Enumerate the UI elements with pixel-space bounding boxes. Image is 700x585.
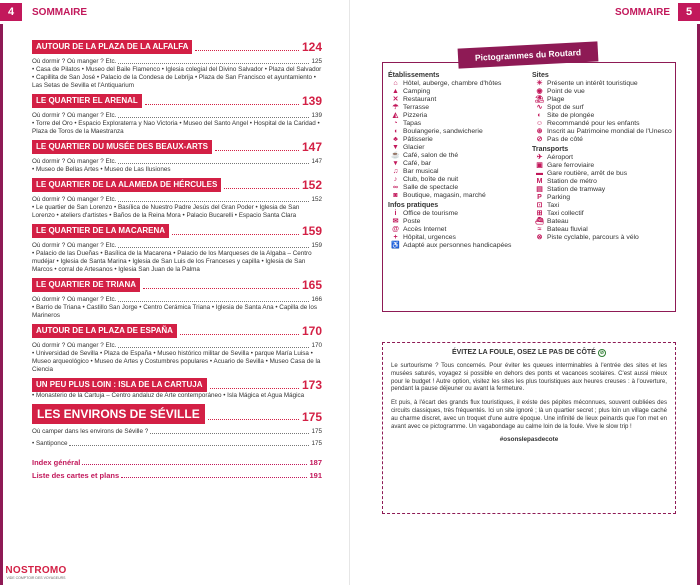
toc-section-page: 147 bbox=[301, 140, 322, 154]
pictogram-row bbox=[532, 80, 676, 88]
toc-entry-page: 159 bbox=[311, 242, 322, 249]
pictogram-label: Tapas bbox=[403, 120, 422, 127]
pictogram-label: Café, bar bbox=[403, 160, 431, 167]
off-beaten-icon: ⊘ bbox=[599, 350, 605, 356]
train-icon: ▣ bbox=[536, 162, 543, 169]
pictogram-label: Bar musical bbox=[403, 168, 439, 175]
pictogram-columns bbox=[388, 70, 676, 250]
toc-section bbox=[32, 94, 322, 136]
music-bar-icon: ♫ bbox=[392, 168, 399, 175]
toc-section bbox=[32, 40, 322, 90]
left-page-header bbox=[0, 0, 346, 24]
hotel-icon: ⌂ bbox=[393, 80, 398, 87]
leader-dots bbox=[118, 201, 309, 202]
taxi-icon: ⊡ bbox=[536, 202, 543, 209]
toc-section-header[interactable] bbox=[32, 224, 322, 238]
leader-dots bbox=[180, 334, 299, 335]
shop-icon: ◙ bbox=[393, 192, 398, 199]
pictogram-label: Station de métro bbox=[547, 178, 597, 185]
toc-entry-page: 147 bbox=[311, 158, 322, 165]
toc-entry[interactable] bbox=[32, 112, 322, 120]
pictogram-row bbox=[388, 184, 532, 192]
pictogram-row bbox=[388, 226, 532, 234]
pictogram-row bbox=[532, 170, 676, 178]
toc-section-sites: • Torre del Oro • Espacio Exploraterra y Nao Victoria • Museo del Santo Angel • Hospital de la Caridad • Plaza de Toros de la Maestranza bbox=[32, 120, 320, 135]
pictogram-row bbox=[532, 194, 676, 202]
info-icon: i bbox=[394, 210, 397, 217]
toc-entry-text: Où dormir ? Où manger ? Etc. bbox=[32, 112, 117, 119]
toc-entry[interactable] bbox=[32, 158, 322, 166]
toc-section-page: 124 bbox=[301, 40, 322, 54]
pictogram-label: Accès Internet bbox=[403, 226, 447, 233]
toc-entry[interactable] bbox=[32, 242, 322, 250]
left-page-number: 4 bbox=[0, 3, 22, 21]
pictogram-label: Présente un intérêt touristique bbox=[547, 80, 638, 87]
shared-taxi-icon: ⊞ bbox=[536, 210, 543, 217]
pictogram-row bbox=[388, 160, 532, 168]
pictogram-row bbox=[388, 96, 532, 104]
leader-dots bbox=[118, 117, 309, 118]
pictogram-label: Taxi bbox=[547, 202, 560, 209]
toc-section-title: AUTOUR DE LA PLAZA DE LA ALFALFA bbox=[32, 40, 192, 54]
pictogram-label: Club, boîte de nuit bbox=[403, 176, 459, 183]
hospital-icon: + bbox=[393, 234, 398, 241]
pictogram-row bbox=[388, 218, 532, 226]
toc-section-title: LE QUARTIER DE LA ALAMEDA DE HÉRCULES bbox=[32, 178, 221, 192]
toc-entry[interactable] bbox=[32, 440, 322, 448]
toc-section-title: LE QUARTIER DU MUSÉE DES BEAUX-ARTS bbox=[32, 140, 212, 154]
pictogram-label: Pâtisserie bbox=[403, 136, 433, 143]
index-entry-text: Liste des cartes et plans bbox=[32, 471, 120, 480]
leader-dots bbox=[172, 234, 299, 235]
pictogram-row bbox=[388, 112, 532, 120]
toc-section-page: 170 bbox=[301, 324, 322, 338]
pictogram-category: Sites bbox=[532, 72, 549, 79]
toc-section-sites: • Palacio de las Dueñas • Basílica de la Macarena • Palacio de los Marqueses de la Algaba – Centro mudéjar • Iglesia de Santa Marina • Iglesia de San Luis de los Franceses y capilla • Iglesia de San Marcos • corral de Artesanos • Iglesia San Juan de la Palma bbox=[32, 250, 312, 273]
pictogram-row bbox=[532, 218, 676, 226]
leader-dots bbox=[69, 445, 309, 446]
environs-page: 175 bbox=[301, 410, 322, 424]
leader-dots bbox=[145, 104, 299, 105]
toc-section-sites: • Monasterio de la Cartuja – Centro andaluz de Arte contemporáneo • Isla Mágica et Agua Mágica bbox=[32, 392, 305, 399]
pictogram-row bbox=[388, 192, 532, 200]
pictogram-row bbox=[388, 152, 532, 160]
leader-dots bbox=[118, 247, 309, 248]
index-entry[interactable] bbox=[32, 458, 322, 467]
restaurant-icon: ✕ bbox=[392, 96, 399, 103]
toc-section-header[interactable] bbox=[32, 324, 322, 338]
bike-icon: ⊗ bbox=[536, 234, 543, 241]
toc-entry[interactable] bbox=[32, 58, 322, 66]
leader-dots bbox=[208, 419, 299, 420]
toc-section-header[interactable] bbox=[32, 140, 322, 154]
toc-section bbox=[32, 278, 322, 320]
pictogram-row bbox=[532, 104, 676, 112]
toc-entry-text: Où dormir ? Où manger ? Etc. bbox=[32, 242, 117, 249]
toc-entry-page: 139 bbox=[311, 112, 322, 119]
pictogram-label: Recommandé pour les enfants bbox=[547, 120, 640, 127]
toc-section bbox=[32, 324, 322, 374]
pictogram-row bbox=[388, 234, 532, 242]
pictogram-row bbox=[532, 178, 676, 186]
pictogram-label: Terrasse bbox=[403, 104, 430, 111]
pictogram-column-2 bbox=[532, 70, 676, 250]
post-icon: ✉ bbox=[392, 218, 399, 225]
pictogram-label: Glacier bbox=[403, 144, 425, 151]
pictogram-label: Parking bbox=[547, 194, 571, 201]
table-of-contents bbox=[32, 40, 322, 480]
viewpoint-icon: ◉ bbox=[536, 88, 543, 95]
index-entry-text: Index général bbox=[32, 458, 81, 467]
pictogram-label: Spot de surf bbox=[547, 104, 584, 111]
toc-section-page: 139 bbox=[301, 94, 322, 108]
pictogram-label: Bateau bbox=[547, 218, 569, 225]
left-page-title: SOMMAIRE bbox=[32, 6, 87, 18]
leader-dots bbox=[143, 288, 299, 289]
beach-icon: ⛱ bbox=[535, 96, 544, 103]
pictogram-row bbox=[532, 136, 676, 144]
toc-section-sites: • Barrio de Triana • Castillo San Jorge • Centro Cerámica Triana • Iglesia de Santa Ana • Capilla de los Marineros bbox=[32, 304, 318, 319]
right-page-title: SOMMAIRE bbox=[615, 6, 670, 18]
pictogram-label: Hôpital, urgences bbox=[403, 234, 456, 241]
toc-section-title: AUTOUR DE LA PLAZA DE ESPAÑA bbox=[32, 324, 177, 338]
pictogram-row bbox=[388, 210, 532, 218]
pictogram-label: Adapté aux personnes handicapées bbox=[403, 242, 512, 249]
toc-entry[interactable] bbox=[32, 342, 322, 350]
toc-entry-page: 152 bbox=[311, 196, 322, 203]
pictogram-label: Office de tourisme bbox=[403, 210, 459, 217]
pictogram-label: Bateau fluvial bbox=[547, 226, 588, 233]
unesco-icon: ⊛ bbox=[536, 128, 543, 135]
toc-entry-text: Où dormir ? Où manger ? Etc. bbox=[32, 342, 117, 349]
toc-section-header[interactable] bbox=[32, 94, 322, 108]
leader-dots bbox=[121, 477, 307, 478]
index-entry-page: 187 bbox=[309, 458, 322, 467]
toc-entry-text: Où dormir ? Où manger ? Etc. bbox=[32, 58, 117, 65]
pictogram-label: Taxi collectif bbox=[547, 210, 584, 217]
tip-paragraph-2: Et puis, à l'écart des grands flux touristiques, il existe des pépites méconnues, souvent oubliées des circuits classiques, très fréquentés. Ici un site ignoré ; là un quartier secret ; plus loin un village caché au charme discret, avec un troquet d'une autre époque. Une infinité de lieux peinards que l'on met en avant avec ce pictogramme. Un vagabondage au calme loin de la foule. Vive le slow trip ! bbox=[391, 399, 667, 430]
pictogram-label: Boulangerie, sandwicherie bbox=[403, 128, 483, 135]
page-gutter bbox=[349, 0, 350, 585]
leader-dots bbox=[118, 301, 309, 302]
parking-icon: P bbox=[537, 194, 542, 201]
pictogram-row bbox=[388, 120, 532, 128]
pictogram-label: Point de vue bbox=[547, 88, 585, 95]
airport-icon: ✈ bbox=[536, 154, 543, 161]
right-page-header bbox=[354, 0, 700, 24]
left-edge-bar bbox=[0, 24, 3, 585]
pastry-icon: ♣ bbox=[393, 136, 398, 143]
pictogram-row bbox=[388, 168, 532, 176]
toc-entry[interactable] bbox=[32, 428, 322, 436]
icecream-icon: ▼ bbox=[392, 144, 399, 151]
right-page-number: 5 bbox=[678, 3, 700, 21]
river-boat-icon: ≈ bbox=[537, 226, 542, 233]
tip-hashtag: #osonslepasdecote bbox=[499, 436, 559, 444]
pictogram-label: Gare ferroviaire bbox=[547, 162, 595, 169]
toc-section-sites: • Casa de Pilatos • Museo del Baile Flamenco • Iglesia colegial del Divino Salvador • Plaza del Salvador • Capillita de San José • Palacio de la Condesa de Lebrija • Plaza de San Francisco et ayuntamiento • Las Setas de Sevilla et l'Antiquarium bbox=[32, 66, 322, 89]
leader-dots bbox=[118, 347, 309, 348]
toc-section-header[interactable] bbox=[32, 178, 322, 192]
toc-section-page: 159 bbox=[301, 224, 322, 238]
toc-section-title: LE QUARTIER EL ARENAL bbox=[32, 94, 142, 108]
pictogram-label: Station de tramway bbox=[547, 186, 606, 193]
toc-entry-text: Où camper dans les environs de Séville ? bbox=[32, 428, 149, 435]
pictogram-category: Infos pratiques bbox=[388, 202, 439, 209]
tip-box bbox=[382, 342, 676, 514]
leader-dots bbox=[210, 388, 299, 389]
diving-icon: ◐ bbox=[537, 112, 542, 119]
pictogram-row bbox=[532, 128, 676, 136]
pictogram-row bbox=[532, 186, 676, 194]
leader-dots bbox=[215, 150, 299, 151]
leader-dots bbox=[150, 433, 309, 434]
pictogram-label: Piste cyclable, parcours à vélo bbox=[547, 234, 639, 241]
pictogram-row bbox=[532, 202, 676, 210]
terrace-icon: ☂ bbox=[392, 104, 399, 111]
pictogram-label: Salle de spectacle bbox=[403, 184, 459, 191]
toc-section-page: 152 bbox=[301, 178, 322, 192]
tram-icon: ▤ bbox=[536, 186, 543, 193]
boat-icon: ⛴ bbox=[535, 218, 544, 225]
pictogram-label: Pas de côté bbox=[547, 136, 583, 143]
leader-dots bbox=[82, 464, 307, 465]
pictogram-label: Café, salon de thé bbox=[403, 152, 459, 159]
toc-section-page: 165 bbox=[301, 278, 322, 292]
pictogram-label: Boutique, magasin, marché bbox=[403, 192, 486, 199]
leader-dots bbox=[118, 163, 309, 164]
pictogram-row bbox=[532, 96, 676, 104]
nostromo-logo: NOSTROMO VIDE COMPTOIR DES VOYAGEURS bbox=[5, 565, 67, 580]
toc-section-sites: • Universidad de Sevilla • Plaza de España • Museo histórico militar de Sevilla • parque María Luisa • Museo arqueológico • Museo de Artes y Costumbres populares • Acuario de Sevilla • Museo Casa de la Ciencia bbox=[32, 350, 321, 373]
pictogram-label: Gare routière, arrêt de bus bbox=[547, 170, 628, 177]
tip-title: ÉVITEZ LA FOULE, OSEZ LE PAS DE CÔTÉ ⊘ bbox=[451, 349, 605, 356]
pictogram-row bbox=[532, 162, 676, 170]
concert-hall-icon: ∞ bbox=[393, 184, 398, 191]
pictogram-label: Poste bbox=[403, 218, 421, 225]
pictogram-label: Site de plongée bbox=[547, 112, 595, 119]
toc-section-title: LE QUARTIER DE TRIANA bbox=[32, 278, 140, 292]
environs-header[interactable] bbox=[32, 404, 322, 424]
pictogram-label: Plage bbox=[547, 96, 565, 103]
toc-section-sites: • Le quartier de San Lorenzo • Basílica de Nuestro Padre Jesús del Gran Poder • Iglesia de San Lorenzo • ateliers d'artistes • Baños de la Reina Mora • Palacio Bucarelli • Espacio Santa Clara bbox=[32, 204, 300, 219]
pictogram-row bbox=[532, 112, 676, 120]
pictogram-row bbox=[532, 210, 676, 218]
toc-entry-page: 175 bbox=[311, 428, 322, 435]
pictogram-row bbox=[388, 128, 532, 136]
tip-paragraph-1: Le surtourisme ? Tous concernés. Pour éviter les queues interminables à l'entrée des sites et les musées saturés, voyagez si possible en dehors des ponts et vacances scolaires. C'est aussi mieux pour le budget ! Autre option, visitez les sites les plus touristiques aux heures creuses : à l'ouverture, pendant la pause déjeuner ou avant la fermeture. bbox=[391, 362, 667, 393]
pictogram-category: Établissements bbox=[388, 72, 440, 79]
pizza-icon: ◭ bbox=[392, 112, 399, 119]
leader-dots bbox=[224, 188, 299, 189]
club-icon: ♪ bbox=[393, 176, 398, 183]
interest-icon: ☀ bbox=[536, 80, 543, 87]
pictogram-label: Camping bbox=[403, 88, 431, 95]
bar-icon: ▾ bbox=[393, 160, 398, 167]
pictogram-label: Aéroport bbox=[547, 154, 574, 161]
pictogram-row bbox=[532, 120, 676, 128]
toc-section-page: 173 bbox=[301, 378, 322, 392]
pictogram-row bbox=[388, 136, 532, 144]
toc-section-header[interactable] bbox=[32, 278, 322, 292]
toc-entry-page: 170 bbox=[311, 342, 322, 349]
pictogram-column-1 bbox=[388, 70, 532, 250]
pictogram-row bbox=[388, 176, 532, 184]
toc-entry-text: • Santiponce bbox=[32, 440, 68, 447]
pictogram-row bbox=[388, 88, 532, 96]
metro-icon: M bbox=[536, 178, 543, 185]
pictogram-row bbox=[532, 234, 676, 242]
tapas-icon: ◔ bbox=[393, 120, 398, 127]
pictogram-row bbox=[388, 144, 532, 152]
index-entry[interactable] bbox=[32, 471, 322, 480]
pictogram-label: Pizzeria bbox=[403, 112, 428, 119]
toc-entry-page: 175 bbox=[311, 440, 322, 447]
toc-section-title: UN PEU PLUS LOIN : ISLA DE LA CARTUJA bbox=[32, 378, 207, 392]
toc-entry[interactable] bbox=[32, 296, 322, 304]
bus-icon: ▬ bbox=[536, 170, 543, 177]
toc-section-title: LE QUARTIER DE LA MACARENA bbox=[32, 224, 169, 238]
toc-entry-text: Où dormir ? Où manger ? Etc. bbox=[32, 158, 117, 165]
pictogram-row bbox=[532, 154, 676, 162]
environs-title: LES ENVIRONS DE SÉVILLE bbox=[32, 404, 205, 424]
toc-section-header[interactable] bbox=[32, 40, 322, 54]
toc-entry[interactable] bbox=[32, 196, 322, 204]
kids-icon: ☺ bbox=[535, 120, 544, 127]
toc-entry-text: Où dormir ? Où manger ? Etc. bbox=[32, 296, 117, 303]
toc-section-header[interactable] bbox=[32, 378, 322, 392]
toc-entry-page: 125 bbox=[311, 58, 322, 65]
surf-icon: ∿ bbox=[536, 104, 543, 111]
toc-entry-text: Où dormir ? Où manger ? Etc. bbox=[32, 196, 117, 203]
toc-section bbox=[32, 378, 322, 400]
pictogram-row bbox=[532, 226, 676, 234]
index-entry-page: 191 bbox=[309, 471, 322, 480]
toc-section bbox=[32, 140, 322, 174]
cafe-icon: ☕ bbox=[391, 152, 400, 159]
pictogram-row bbox=[388, 104, 532, 112]
pictogram-row bbox=[388, 80, 532, 88]
leader-dots bbox=[118, 63, 309, 64]
camping-icon: ▲ bbox=[392, 88, 399, 95]
toc-section bbox=[32, 224, 322, 274]
toc-entry-page: 166 bbox=[311, 296, 322, 303]
bakery-icon: ◖ bbox=[393, 128, 398, 135]
pictogram-category: Transports bbox=[532, 146, 569, 153]
toc-section bbox=[32, 178, 322, 220]
pictogram-label: Hôtel, auberge, chambre d'hôtes bbox=[403, 80, 502, 87]
pictogram-row bbox=[532, 88, 676, 96]
off-beaten-icon: ⊘ bbox=[536, 136, 543, 143]
accessible-icon: ♿ bbox=[391, 242, 400, 249]
pictogram-row bbox=[388, 242, 532, 250]
toc-section-sites: • Museo de Bellas Artes • Museo de Las Ilusiones bbox=[32, 166, 171, 173]
leader-dots bbox=[195, 50, 299, 51]
internet-icon: @ bbox=[392, 226, 399, 233]
pictogram-label: Restaurant bbox=[403, 96, 437, 103]
pictogram-label: Inscrit au Patrimoine mondial de l'Unesco bbox=[547, 128, 672, 135]
pictogram-legend-title: Pictogrammes du Routard bbox=[458, 41, 599, 68]
